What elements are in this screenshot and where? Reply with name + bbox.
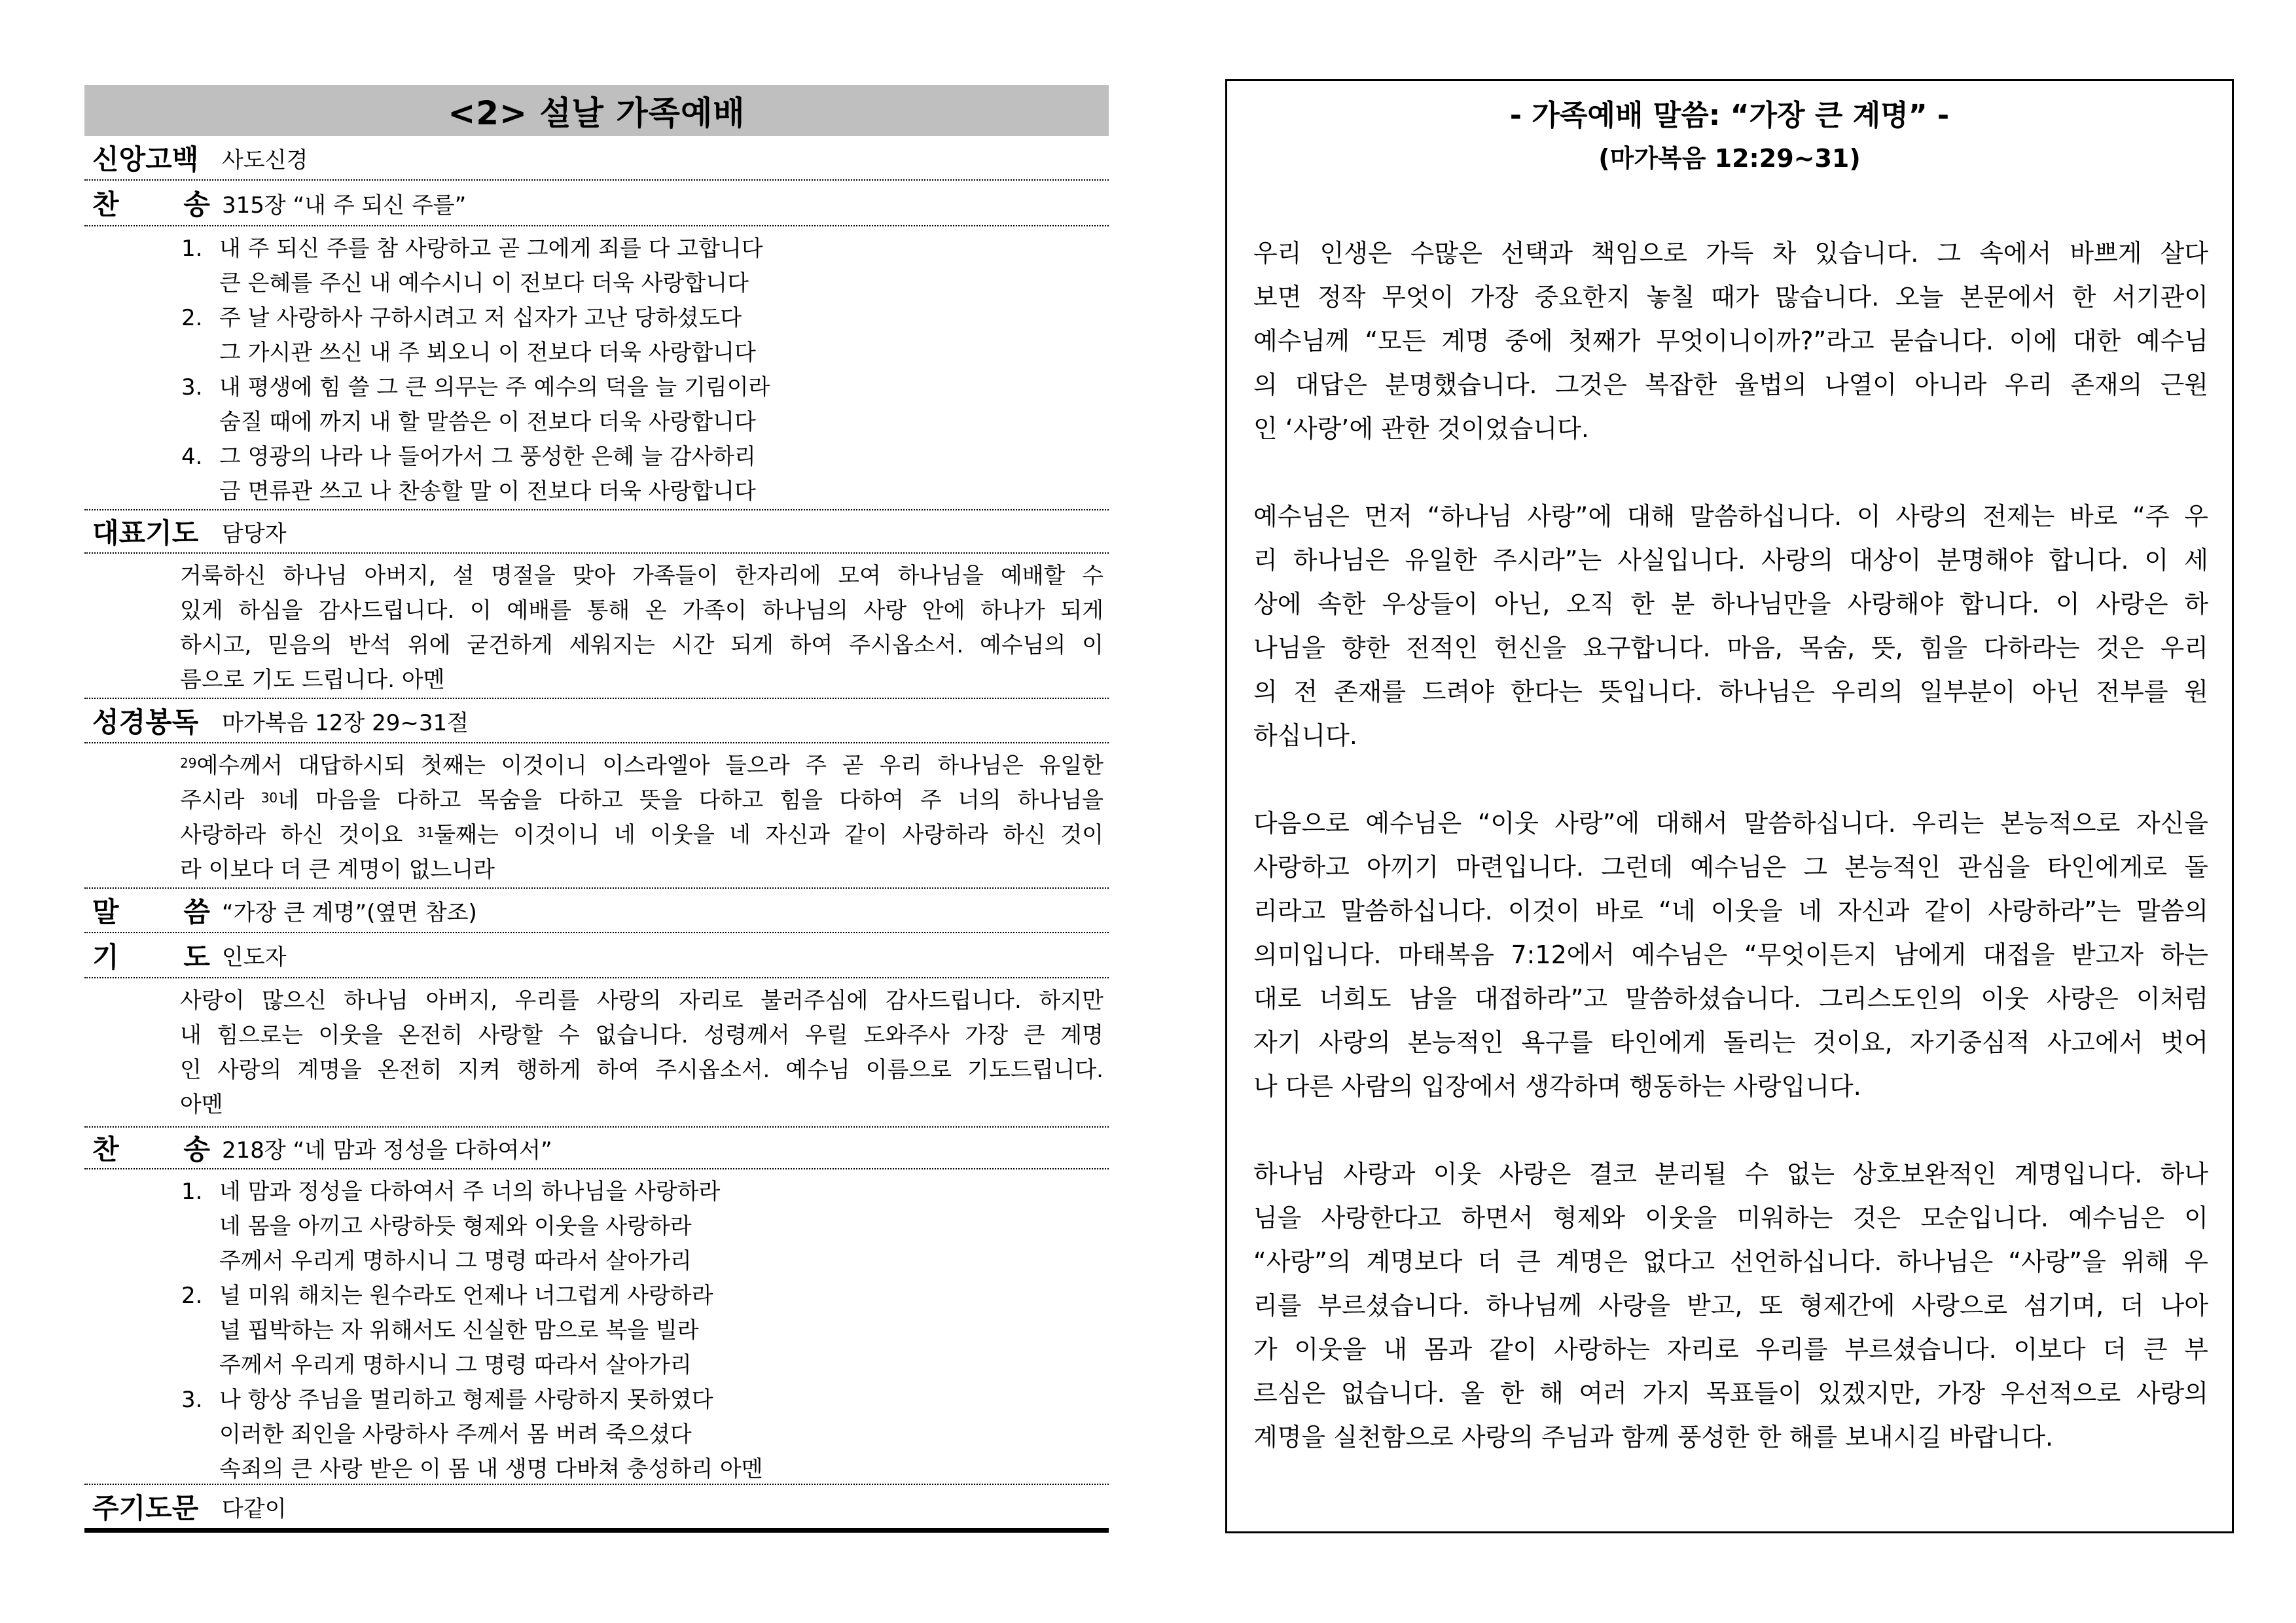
section-value: “가장 큰 계명”(옆면 참조): [222, 899, 477, 926]
hymn-line: 금 면류관 쓰고 나 찬송할 말 이 전보다 더욱 사랑합니다: [219, 478, 756, 505]
section-label: [84, 1487, 222, 1526]
hymn-line: 네 몸을 아끼고 사랑하듯 형제와 이웃을 사랑하라: [219, 1213, 692, 1240]
sermon-scripture-reference: (마가복음 12:29~31): [1598, 144, 1861, 173]
section-value: 인도자: [222, 944, 287, 971]
section-label: [84, 138, 222, 177]
prayer-line: 름으로 기도 드립니다. 아멘: [180, 667, 445, 693]
label-text: 기: [92, 940, 119, 973]
label-text: 신앙고백: [92, 143, 199, 175]
verse-number: 31: [417, 825, 435, 840]
sermon-title: - 가족예배 말씀: “가장 큰 계명” -: [1509, 99, 1950, 132]
spacer: [1227, 451, 2232, 495]
scripture-line: [180, 853, 1103, 887]
verse-text: 사랑하라 하신 것이요: [180, 822, 418, 848]
paragraph-line: 예수님은 먼저 “하나님 사랑”에 대해 말씀하십니다. 이 사랑의 전제는 바로 “주 우: [1253, 502, 2208, 531]
hymn-2-lyrics: [84, 1169, 1109, 1485]
paragraph-line: “사랑”의 계명보다 더 큰 계명은 없다고 선언하십니다. 하나님은 “사랑”을 위해 우: [1253, 1247, 2208, 1276]
verse-number: 2.: [181, 1283, 203, 1309]
paragraph-line: 리라고 말씀하십니다. 이것이 바로 “네 이웃을 네 자신과 같이 사랑하라”는 말씀의: [1253, 897, 2208, 925]
paragraph-line: 의 전 존재를 드려야 한다는 뜻입니다. 하나님은 우리의 일부분이 아닌 전부를 원: [1253, 677, 2208, 706]
hymn-line: [84, 1175, 1109, 1209]
verse-number: 29: [180, 755, 197, 771]
hymn-line: 그 가시관 쓰신 내 주 뵈오니 이 전보다 더욱 사랑합니다: [219, 340, 756, 366]
spacer: [1227, 177, 2232, 232]
paragraph-line: 예수님께 “모든 계명 중에 첫째가 무엇이니이까?”라고 묻습니다. 이에 대한 예수님: [1253, 327, 2208, 355]
hymn-line: 숨질 때에 까지 내 할 말씀은 이 전보다 더욱 사랑합니다: [219, 409, 756, 435]
label-text: 말: [92, 896, 119, 928]
hymn-1-lyrics: [84, 226, 1109, 510]
sermon-paragraph-4: [1253, 1152, 2208, 1459]
label-text: 주기도문: [92, 1492, 199, 1524]
verse-number: 4.: [181, 444, 203, 470]
section-label: [84, 512, 222, 551]
verse-number: 1.: [181, 1179, 203, 1205]
hymn-line: 널 핍박하는 자 위해서도 신실한 맘으로 복을 빌라: [219, 1317, 699, 1344]
hymn-line: 주께서 우리게 명하시니 그 명령 따라서 살아가리: [219, 1352, 692, 1378]
section-label: [84, 183, 222, 223]
hymn-line: [84, 1279, 1109, 1313]
verse-number: 2.: [181, 305, 203, 331]
scripture-line: [180, 749, 1103, 783]
prayer-line: 거룩하신 하나님 아버지, 설 명절을 맞아 가족들이 한자리에 모여 하나님을 예배할 수: [180, 563, 1103, 589]
section-value: 315장 “내 주 되신 주를”: [222, 192, 467, 219]
paragraph-line: 인 ‘사랑’에 관한 것이었습니다.: [1253, 414, 1589, 443]
section-prayer: [84, 933, 1109, 978]
verse-number: 1.: [181, 236, 203, 262]
sermon-paragraph-3: [1253, 802, 2208, 1109]
verse-text: 라 이보다 더 큰 계명이 없느니라: [180, 857, 495, 883]
verse-number: 30: [260, 790, 278, 806]
section-lords-prayer: [84, 1485, 1109, 1533]
label-text: 찬: [92, 188, 119, 221]
verse-text: 주시라: [180, 787, 261, 813]
section-value: 마가복음 12장 29~31절: [222, 709, 469, 736]
paragraph-line: 님을 사랑한다고 하면서 형제와 이웃을 미워하는 것은 모순입니다. 예수님은 이: [1253, 1204, 2208, 1232]
label-text: 찬: [92, 1133, 119, 1166]
paragraph-line: 우리 인생은 수많은 선택과 책임으로 가득 차 있습니다. 그 속에서 바쁘게 살다: [1253, 239, 2208, 268]
hymn-line: [84, 301, 1109, 336]
section-hymn-2: [84, 1128, 1109, 1169]
prayer-line: 사랑이 많으신 하나님 아버지, 우리를 사랑의 자리로 불러주심에 감사드립니다. 하지만: [180, 988, 1103, 1014]
hymn-line: [84, 232, 1109, 266]
hymn-line: 주께서 우리게 명하시니 그 명령 따라서 살아가리: [219, 1248, 692, 1274]
scripture-line: [180, 783, 1103, 818]
section-value: 다같이: [222, 1495, 287, 1522]
worship-title-bar: [84, 85, 1109, 136]
section-hymn-1: [84, 181, 1109, 226]
lyric: 네 맘과 정성을 다하여서 주 너의 하나님을 사랑하라: [219, 1179, 721, 1205]
lyric: 널 미워 해치는 원수라도 언제나 너그럽게 사랑하라: [219, 1283, 713, 1309]
verse-text: 둘째는 이것이니 네 이웃을 네 자신과 같이 사랑하라 하신 것이: [434, 822, 1103, 848]
lyric: 주 날 사랑하사 구하시려고 저 십자가 고난 당하셨도다: [219, 305, 742, 331]
sermon-paragraph-2: [1253, 495, 2208, 758]
section-sermon: [84, 889, 1109, 933]
section-label: [84, 701, 222, 740]
prayer-line: 아멘: [180, 1092, 223, 1118]
paragraph-line: 사랑하고 아끼기 마련입니다. 그런데 예수님은 그 본능적인 관심을 타인에게로 돌: [1253, 853, 2208, 882]
paragraph-line: 의 대답은 분명했습니다. 그것은 복잡한 율법의 나열이 아니라 우리 존재의 근원: [1253, 370, 2208, 399]
label-text: 송: [183, 1133, 210, 1166]
worship-order-panel: [84, 85, 1109, 1533]
prayer-line: 인 사랑의 계명을 온전히 지켜 행하게 하여 주시옵소서. 예수님 이름으로 기도드립니다.: [180, 1057, 1103, 1083]
paragraph-line: 상에 속한 우상들이 아닌, 오직 한 분 하나님만을 사랑해야 합니다. 이 사랑은 하: [1253, 590, 2208, 618]
hymn-line: [84, 1383, 1109, 1418]
section-label: [84, 1128, 222, 1168]
verse-text: 네 마음을 다하고 목숨을 다하고 뜻을 다하고 힘을 다하여 주 너의 하나님을: [278, 787, 1104, 813]
verse-text: 예수께서 대답하시되 첫째는 이것이니 이스라엘아 들으라 주 곧 우리 하나님은 유일한: [196, 753, 1103, 779]
label-text: 대표기도: [92, 517, 199, 549]
paragraph-line: 의미입니다. 마태복음 7:12에서 예수님은 “무엇이든지 남에게 대접을 받고자 하는: [1253, 940, 2208, 969]
verse-number: 3.: [181, 374, 203, 401]
paragraph-line: 자기 사랑의 본능적인 욕구를 타인에게 돌리는 것이요, 자기중심적 사고에서 벗어: [1253, 1028, 2208, 1057]
hymn-line: [84, 440, 1109, 474]
section-label: [84, 936, 222, 975]
hymn-line: [84, 370, 1109, 405]
paragraph-line: 르심은 없습니다. 올 한 해 여러 가지 목표들이 있겠지만, 가장 우선적으로 사랑의: [1253, 1379, 2209, 1408]
hymn-line: 큰 은혜를 주신 내 예수시니 이 전보다 더욱 사랑합니다: [219, 270, 749, 296]
hymn-line: 이러한 죄인을 사랑하사 주께서 몸 버려 죽으셨다: [219, 1421, 692, 1448]
section-representative-prayer: [84, 510, 1109, 554]
paragraph-line: 하십니다.: [1253, 721, 1357, 750]
label-text: 도: [183, 940, 210, 973]
section-value: 사도신경: [222, 147, 308, 173]
hymn-line: 속죄의 큰 사랑 받은 이 몸 내 생명 다바쳐 충성하리 아멘: [219, 1456, 763, 1482]
spacer: [1227, 758, 2232, 802]
section-label: [84, 891, 222, 930]
prayer-line: 내 힘으로는 이웃을 온전히 사랑할 수 없습니다. 성령께서 우릴 도와주사 가장 큰 계명: [180, 1022, 1103, 1048]
lyric: 나 항상 주님을 멀리하고 형제를 사랑하지 못하였다: [219, 1387, 713, 1413]
paragraph-line: 리를 부르셨습니다. 하나님께 사랑을 받고, 또 형제간에 사랑으로 섬기며, 더 나아: [1253, 1291, 2208, 1320]
section-value: 담당자: [222, 520, 287, 547]
paragraph-line: 대로 너희도 남을 대접하라”고 말씀하셨습니다. 그리스도인의 이웃 사랑은 이처럼: [1253, 984, 2208, 1013]
prayer-line: 하시고, 믿음의 반석 위에 굳건하게 세워지는 시간 되게 하여 주시옵소서. 예수님의 이: [180, 632, 1103, 658]
representative-prayer-text: [84, 554, 1109, 699]
lyric: 그 영광의 나라 나 들어가서 그 풍성한 은혜 늘 감사하리: [219, 444, 756, 470]
paragraph-line: 나 다른 사람의 입장에서 생각하며 행동하는 사랑입니다.: [1253, 1072, 1861, 1101]
sermon-paragraph-1: [1253, 232, 2208, 451]
paragraph-line: 나님을 향한 전적인 헌신을 요구합니다. 마음, 목숨, 뜻, 힘을 다하라는 것은 우리: [1253, 633, 2208, 662]
lyric: 내 주 되신 주를 참 사랑하고 곧 그에게 죄를 다 고합니다: [219, 236, 763, 262]
label-text: 성경봉독: [92, 706, 199, 738]
paragraph-line: 리 하나님은 유일한 주시라”는 사실입니다. 사랑의 대상이 분명해야 합니다. 이 세: [1253, 546, 2208, 575]
prayer-text: [84, 978, 1109, 1128]
scripture-line: [180, 818, 1103, 853]
prayer-line: 있게 하심을 감사드립니다. 이 예배를 통해 온 가족이 하나님의 사랑 안에 하나가 되게: [180, 597, 1103, 624]
spacer: [1227, 1109, 2232, 1152]
paragraph-line: 가 이웃을 내 몸과 같이 사랑하는 자리로 우리를 부르셨습니다. 이보다 더 큰 부: [1253, 1335, 2208, 1364]
section-value: 218장 “네 맘과 정성을 다하여서”: [222, 1137, 552, 1164]
section-creed: [84, 136, 1109, 181]
worship-title: <2> 설날 가족예배: [448, 94, 745, 132]
paragraph-line: 다음으로 예수님은 “이웃 사랑”에 대해서 말씀하십니다. 우리는 본능적으로 자신을: [1253, 809, 2208, 838]
paragraph-line: 하나님 사랑과 이웃 사랑은 결코 분리될 수 없는 상호보완적인 계명입니다. 하나: [1253, 1160, 2208, 1188]
section-scripture-reading: [84, 699, 1109, 743]
lyric: 내 평생에 힘 쓸 그 큰 의무는 주 예수의 덕을 늘 기림이라: [219, 374, 770, 401]
verse-number: 3.: [181, 1387, 203, 1413]
paragraph-line: 보면 정작 무엇이 가장 중요한지 놓칠 때가 많습니다. 오늘 본문에서 한 서기관이: [1253, 283, 2208, 312]
label-text: 씀: [183, 896, 210, 928]
paragraph-line: 계명을 실천함으로 사랑의 주님과 함께 풍성한 한 해를 보내시길 바랍니다.: [1253, 1423, 2054, 1452]
scripture-text: [84, 743, 1109, 889]
sermon-panel: [1225, 79, 2234, 1533]
label-text: 송: [183, 188, 210, 221]
